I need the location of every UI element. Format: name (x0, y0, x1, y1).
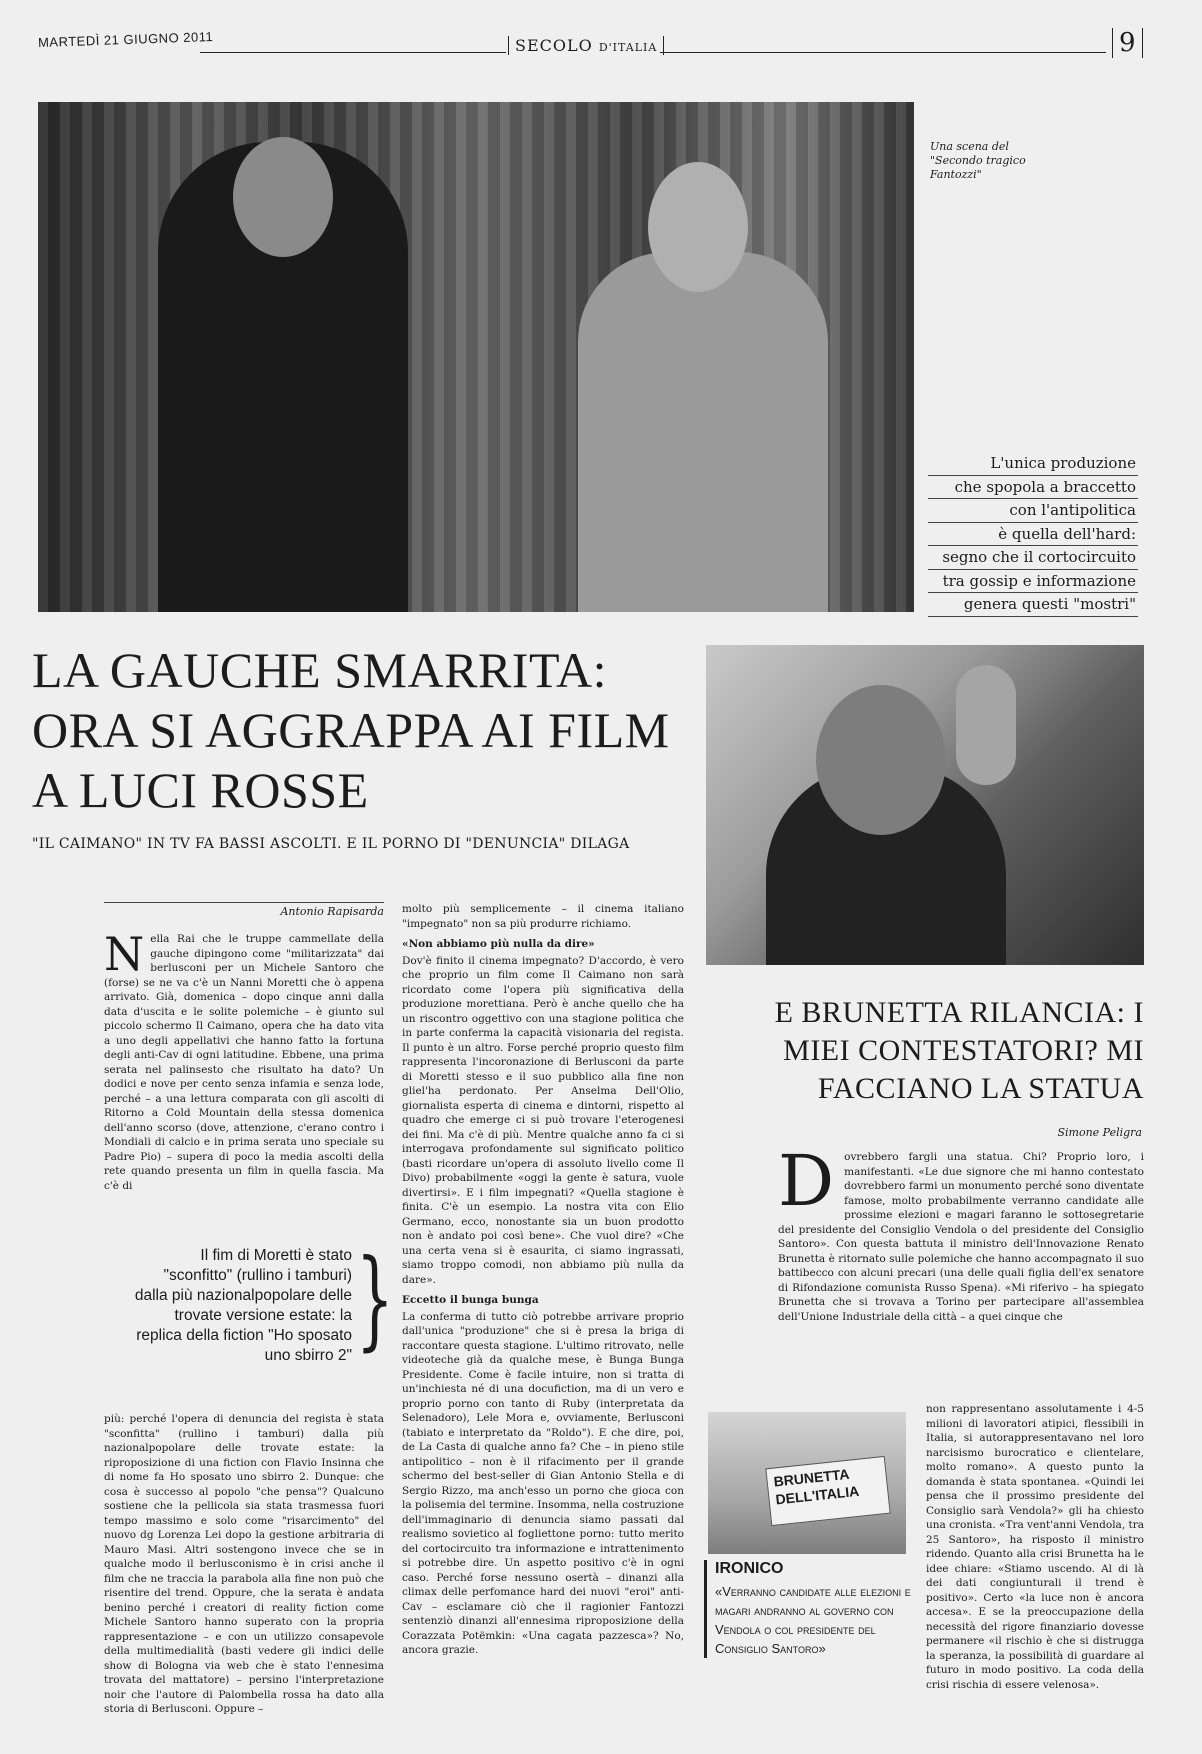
banner-line: BRUNETTA (772, 1465, 851, 1490)
article1-col1-text: ella Rai che le truppe cammellate della gauche dipingono come "militarizzata" dai berlusconi per un Michele Santoro che (forse) se ne va c'è un Nanni Moretti che ò appena arrivato. Già, domenica – dopo cinque anni dalla data d'uscita e le solite polemiche – è giunto sul piccolo schermo Il Caimano, opera che ha dato vita a uno degli appellativi che hanno fatto la fortuna degli anti-Cav di ogni latitudine. Ebbene, una prima serata nel palinsesto che risultato ha dato? Un dodici e nove per cento senza infamia e senza lode, perché – a una lettura comparata con gli ascolti di Ritorno a Cold Mountain della stessa domenica dell'anno scorso (dove, attenzione, c'erano contro i Mondiali di calcio e in prima serata uno speciale su Padre Pio) – supera di poco la media ascolti della rete quando presenta un film in quella fascia. Ma c'è di (104, 933, 384, 1192)
article1-col2-para1: Dov'è finito il cinema impegnato? D'accordo, è vero che proprio un film come Il Caimano non sarà ricordato come l'opera più significativa della produzione morettiana. Però è anche quello che ha un riscontro oggettivo con una stagione politica che in parte conferma la capacità visionaria del regista. Il punto è un altro. Forse perché proprio questo film rappresenta l'incoronazione di Berlusconi da parte di Moretti stesso e il suo pubblico alla fine non gliel'ha perdonato. Per Anselma Dell'Olio, giornalista esperta di cinema e dintorni, rispetto al quadro che emerge ci si può trovare l'eterogenesi dei fini. Ma c'è di più. Mentre qualche anno fa ci si interrogava profondamente sul significato politico (basti ricordare un'opera di assoluto livello come Il Divo) probabilmente «oggi la gente è satura, vuole divertirsi». E i film impegnati? «Quella stagione è finita. C'è un esempio. La nostra vita con Elio Germano, ecco, nonostante sia un buon prodotto non è andato poi così bene». Che vuol dire? «Che una certa vena si è esaurita, ci siamo ingrassati, siamo troppo comodi, non abbiamo più nulla da dare». (402, 954, 684, 1286)
pull-quote-line: segno che il cortocircuito (928, 546, 1138, 570)
pull-quote-line: genera questi "mostri" (928, 593, 1138, 617)
protest-banner (765, 1456, 890, 1526)
newspaper-name-main: SECOLO (515, 36, 593, 55)
article1-col2-intro: molto più semplicemente – il cinema italiano "impegnato" non sa più produrre richiamo. (402, 903, 684, 930)
brunetta-face (816, 685, 946, 835)
pull-quote-line: tra gossip e informazione (928, 570, 1138, 594)
article1-crosshead-1: «Non abbiamo più nulla da dire» (402, 938, 595, 950)
pull-quote-line: con l'antipolitica (928, 499, 1138, 523)
article2-byline: Simone Peligra (1057, 1126, 1142, 1139)
ironico-text: «Verranno candidate alle elezioni e magari andranno al governo con Vendola o col presidente del Consiglio Santoro» (715, 1584, 911, 1656)
newspaper-name (508, 36, 664, 55)
main-subheadline: "IL CAIMANO" IN TV FA BASSI ASCOLTI. E IL PORNO DI "DENUNCIA" DILAGA (32, 836, 630, 852)
brunetta-photo (706, 645, 1144, 965)
page-number: 9 (1112, 28, 1143, 58)
top-pull-quote (928, 452, 1138, 617)
actor-right (578, 252, 828, 612)
article1-col2-para2: La conferma di tutto ciò potrebbe arrivare proprio dall'unica "produzione" che si è presa la briga di raccontare questa stagione. L'ultimo ritrovato, nelle videoteche già da qualche mese, è Bunga Bunga Presidente. Come è facile intuire, non si tratta di un'inchiesta né di una docufiction, ma di un vero e proprio porno con tanto di Ruby (interpretata da Selenadoro), Lele Mora e, ovviamente, Berlusconi (tabiato e interpretato da "Roldo"). E che dire, poi, de La Casta di qualche anno fa? Che – in pieno stile antipolitico – non è il rifacimento per il grande schermo del best-seller di Gian Antonio Stella e di Sergio Rizzo, ma anch'esso un porno che gioca con la polisemia del termine. Insomma, nella costruzione dell'immaginario di denuncia siamo passati dal realismo sovietico al fogliettone porno: tutto merito del cortocircuito tra informazione e intrattenimento si potrebbe dire. Un aspetto positivo c'è in ogni caso. Perché forse nessuno osertà – dinanzi alla climax delle perfomance hard dei nuovi "eroi" anti-Cav – esclamare ciò che il ragionier Fantozzi sentenziò dinanzi all'ennesima riproposizione della Corazzata Potëmkin: «Una cagata pazzesca»? No, ancora grazie. (402, 1310, 684, 1656)
masthead-rule (660, 52, 1106, 53)
article2-col-b: non rappresentano assolutamente i 4-5 milioni di lavoratori atipici, flessibili in Italia, si autorappresentavano nel loro narcisismo burocratico e clientelare, molto romano». A questo punto la domanda è stata spontanea. «Quindi lei pensa che il prossimo presidente del Consiglio sarà Vendola?» gli ha chiesto una cronista. «Tra vent'anni Vendola, tra 25 Santoro», ha risposto il ministro ridendo. Quanto alla crisi Brunetta ha le idee chiare: «Stiamo uscendo. Al di là dei dati congiunturali il trend è positivo». Certo «la luce non è ancora accesa». E se la preoccupazione della necessità del rigore finanziario dovesse permanere «il rischio è che si distrugga la speranza, la possibilità di guardare al futuro in modo positivo. La coda della crisi rischia di essere velenosa». (926, 1403, 1144, 1691)
pull-quote-line: che spopola a braccetto (928, 476, 1138, 500)
article1-col2 (402, 902, 684, 1732)
pull-quote-line: è quella dell'hard: (928, 523, 1138, 547)
pull-quote-line: L'unica produzione (928, 452, 1138, 476)
article2-headline: E BRUNETTA RILANCIA: I MIEI CONTESTATORI? MI FACCIANO LA STATUA (774, 996, 1144, 1105)
article1-col1-top (104, 932, 384, 1216)
actor-right-face (648, 162, 748, 292)
raised-hand (956, 665, 1016, 785)
article1-crosshead-2: Eccetto il bunga bunga (402, 1294, 539, 1306)
article2-col-a-text: ovrebbero fargli una statua. Chi? Proprio loro, i manifestanti. «Le due signore che mi hanno contestato dovrebbero farmi un monumento perché sono diventate famose, molto probabilmente verranno candidate alle prossime elezioni e magari faranno le sottosegretarie del presidente del Consiglio Vendola o del presidente del Consiglio Santoro». Con questa battuta il ministro dell'Innovazione Renato Brunetta è ritornato sulle polemiche che hanno accompagnato il suo battibecco con alcuni precari (una delle quali figlia dell'ex senatore di Rifondazione comunista Russo Spena). «Mi riferivo – ha spiegato Brunetta che si trovava a Torino per partecipare all'assemblea dell'Unione Industriale della città – a quei cinque che (778, 1151, 1144, 1323)
actor-left-face (233, 137, 333, 257)
ironico-title: IRONICO (715, 1560, 784, 1577)
main-headline: LA GAUCHE SMARRITA: ORA SI AGGRAPPA AI FILM A LUCI ROSSE (32, 642, 670, 818)
top-photo (38, 102, 914, 612)
article1-byline: Antonio Rapisarda (104, 902, 384, 918)
quote-brace: } (356, 1237, 394, 1362)
banner-line: DELL'ITALIA (774, 1482, 860, 1508)
article2-dropcap: D (778, 1150, 835, 1222)
protest-photo (708, 1412, 906, 1554)
masthead-rule (200, 52, 506, 53)
top-photo-caption: Una scena del "Secondo tragico Fantozzi" (930, 140, 1026, 181)
article1-quote-box: Il fim di Moretti è stato "sconfitto" (rullino i tamburi) dalla più nazionalpopolare delle trovate versione estate: la replica della fiction "Ho sposato uno sbirro 2" (134, 1247, 352, 1364)
article1-col1-bottom: più: perché l'opera di denuncia del regista è stata "sconfitta" (rullino i tamburi) dalla più nazionalpopolare delle trovate estate: la riproposizione di una fiction con Flavio Insinna che di nome fa Ho sposato uno sbirro 2. Dunque: che cosa è successo al popolo "che pensa"? Qualcuno sostiene che la pellicola sia stata trasmessa fuori tempo massimo e solo come "risarcimento" del nuovo dg Lorenza Lei dopo la gestione arbitraria di Mauro Masi. Altri sostengono invece che se in qualche modo il berlusconismo è in crisi anche il film che ne traccia la parabola alla fine non può che risentire del trend. Oppure, che la serata è andata benino perché i creatori di reality fiction come Michele Santoro hanno superato con la propria rappresentazione – e con un utilizzo consapevole della multimedialità (basti vedere gli indici delle show di Bologna via web che è stato l'ennesima trovata del mattatore) – persino l'interpretazione noir che l'autore di Palombella rossa ha dato alla storia di Berlusconi. Oppure – (104, 1413, 384, 1715)
newspaper-name-suffix: D'ITALIA (598, 41, 658, 54)
article1-dropcap: N (104, 932, 145, 981)
ironico-box (704, 1560, 921, 1658)
issue-date: MARTEDÌ 21 GIUGNO 2011 (37, 28, 214, 51)
article2-col-a (778, 1150, 1144, 1402)
